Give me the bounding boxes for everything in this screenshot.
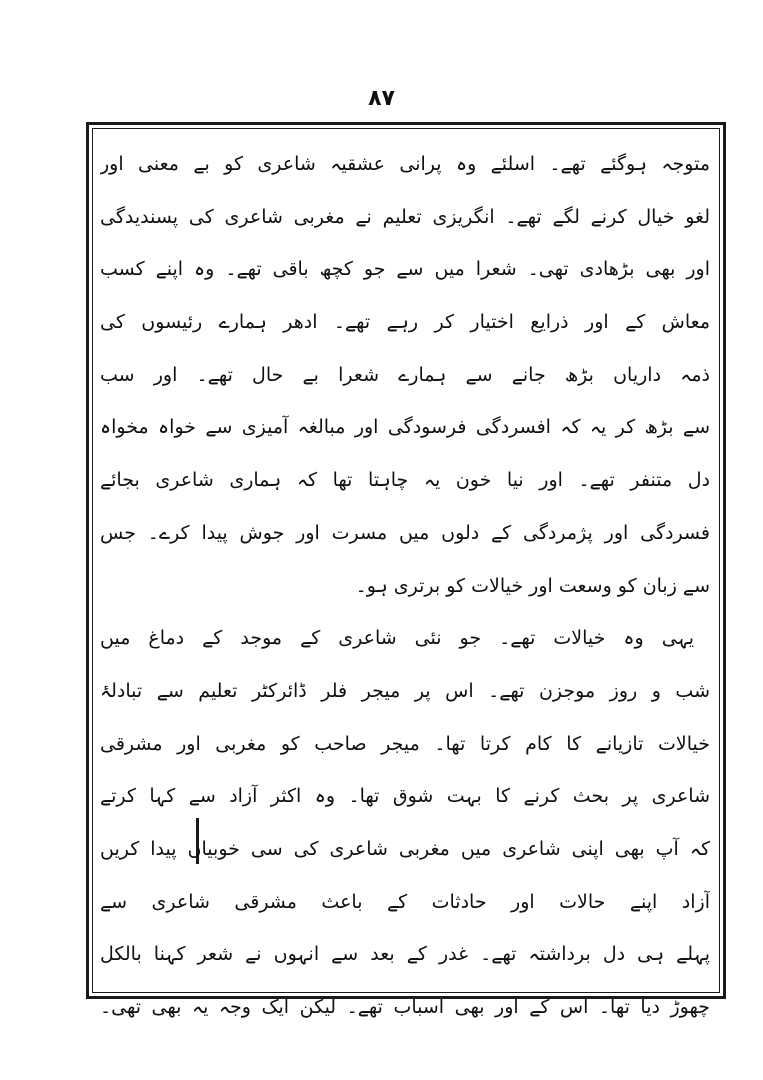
text-line: چھوڑ دیا تھا۔ اس کے اور بھی اسباب تھے۔ لیکن ایک وجہ یہ بھی تھی۔ [100,996,710,1018]
text-line: پہلے ہی دل برداشتہ تھے۔ غدر کے بعد سے انہوں نے شعر کہنا بالکل [100,943,710,966]
text-line: خیالات تازیانے کا کام کرتا تھا۔ میجر صاحب کو مغربی اور مشرقی [100,732,710,755]
text-line: آزاد اپنے حالات اور حادثات کے باعث مشرقی شاعری سے [100,890,710,913]
text-line: لغو خیال کرنے لگے تھے۔ انگریزی تعلیم نے مغربی شاعری کی پسندیدگی [100,205,710,228]
text-line: فسردگی اور پژمردگی کے دلوں میں مسرت اور جوش پیدا کرے۔ جس [100,521,710,544]
text-line: یہی وہ خیالات تھے۔ جو نئی شاعری کے موجد کے دماغ میں [100,627,694,650]
text-line: کہ آپ بھی اپنی شاعری میں مغربی شاعری کی سی خوبیاں پیدا کریں [100,837,710,860]
text-line: سے بڑھ کر یہ کہ افسردگی فرسودگی اور مبالغہ آمیزی سے خواہ مخواہ [100,416,710,439]
text-line: دل متنفر تھے۔ اور نیا خون یہ چاہتا تھا کہ ہماری شاعری بجائے [100,469,710,492]
page-number: ۸۷ [368,86,395,111]
text-line: متوجہ ہوگئے تھے۔ اسلئے وہ پرانی عشقیہ شاعری کو بے معنی اور [100,153,710,175]
body-text [100,138,710,1034]
text-line: معاش کے اور ذرایع اختیار کر رہے تھے۔ ادھر ہمارے رئیسوں کی [100,311,710,334]
text-line: شاعری پر بحث کرنے کا بہت شوق تھا۔ وہ اکثر آزاد سے کہا کرتے [100,785,710,808]
text-line: اور بھی بڑھادی تھی۔ شعرا میں سے جو کچھ باقی تھے۔ وہ اپنے کسب [100,258,710,281]
text-line: ذمہ داریاں بڑھ جانے سے ہمارے شعرا بے حال تھے۔ اور سب [100,363,710,386]
text-line: شب و روز موجزن تھے۔ اس پر میجر فلر ڈائرکٹر تعلیم سے تبادلۂ [100,679,710,702]
text-line: سے زبان کو وسعت اور خیالات کو برتری ہو۔ [355,574,710,597]
